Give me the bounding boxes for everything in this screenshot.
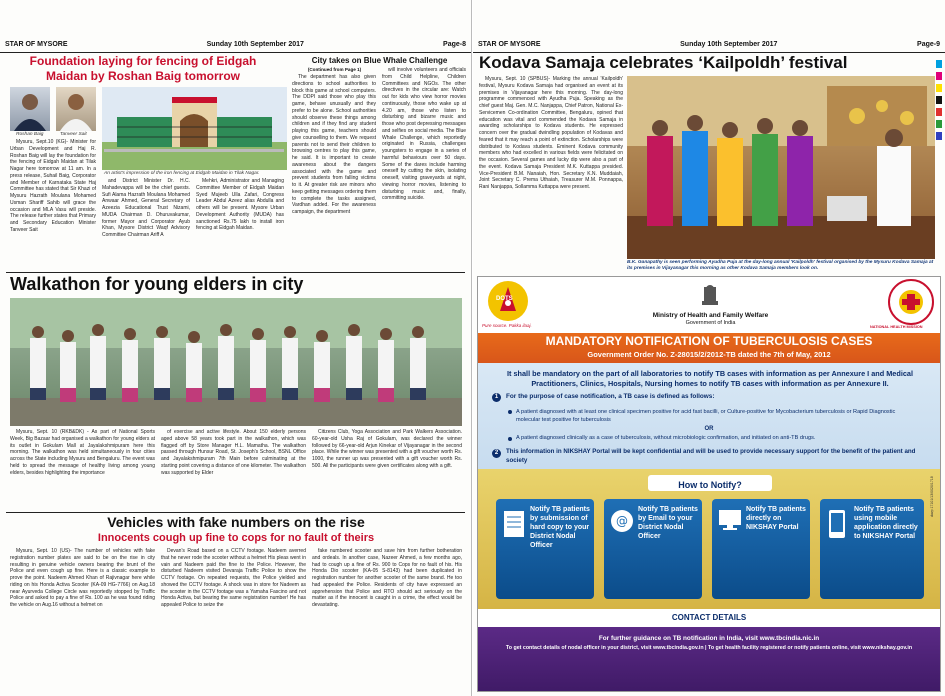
- bullet1-text: A patient diagnosed with at least one clinical specimen positive for acid fast bacilli, or Culture-positive for Mycobacterium tuberculosis or Rapid Diagnostic molecular test positive for tuberculosis: [516, 409, 896, 423]
- vehicles-headline: Vehicles with fake numbers on the rise: [107, 514, 365, 530]
- contact-band: [478, 627, 940, 692]
- kodava-body: Mysuru, Sept. 10 (SPBUS)- Marking the annual 'Kailpoldh' festival, Mysuru Kodava Samaja had organised an event at its premises in Vijayanagar here this morning. The day-long programme commenced with Ayudha Puja. Speaking as the chief guest Maj. Gen. M.C. Nanjappa, Chief Patron, National Ex-Servicemen Co-ordination Committee, Bengaluru, opined that education was vital and commended the Kodava Samaja in awarding scholarships to Kodava students. He expressed concern over the gradual dwindling population of Kodavas and feared that it may reach a point of extinction. Scholarships were distributed to Kodava students. Eminent Kodava community members who had excelled in various fields were felicitated on the occasion. Several games and lucky dip were also a part of the event. Kodava Samaja President M.K. Kuttappa presided. Vice-President B.M. Nanaiah, Hon. Secretary K.N. Muddaiah, Joint Secretary C. Prema Uthaiah, Treasurer M.M. Ponnappa, Rani Nanjappa, Sollamma Kuttappa were present.: [479, 76, 623, 190]
- svg-text:@: @: [616, 514, 628, 528]
- left-page-header: [0, 41, 471, 53]
- dots-tagline: Pure source. Pakka ilaaj.: [482, 323, 532, 328]
- color-registration-marks: [936, 60, 942, 144]
- notify-card-email: [604, 499, 702, 599]
- roshan-baig-portrait: [10, 87, 50, 131]
- ad-title-band: [478, 333, 940, 363]
- section-rule: [6, 512, 465, 513]
- section-rule: [6, 272, 465, 273]
- bullet2-text: A patient diagnosed clinically as a case of tuberculosis, without microbiologic confirmation, and initiated on anti-TB drugs.: [516, 435, 816, 441]
- how-to-notify-panel: [478, 469, 940, 609]
- or-text: OR: [704, 426, 714, 432]
- issue-date: Sunday 10th September 2017: [680, 41, 778, 48]
- ad-title: MANDATORY NOTIFICATION OF TUBERCULOSIS CASES: [545, 334, 873, 348]
- notify-card-hardcopy: [496, 499, 594, 599]
- bluewhale-col1: The department has also given directions to school authorities to block this game at school computers. The DDPI said those who play this game, behave unusually and they prefer to be alone. School authorities should observe these things among children and if they find any student playing this game, teachers should give counselling to them. We request parents not to send their children to browsing centres to play this game, he said. It is important to create awareness about the dangers associated with the game and prevent students from falling victims to it. At greater risk are minors who keep getting messages ordering them to complete the tasks assigned, Vardhan added. For the awareness campaign, the department: [292, 74, 376, 215]
- contact-title: CONTACT DETAILS: [671, 613, 747, 622]
- contact-line1: For further guidance on TB notification in India, visit www.tbcindia.nic.in: [598, 635, 820, 642]
- eidgah-headline: Foundation laying for fencing of Eidgah Maidan by Roshan Baig tomorrow: [29, 54, 257, 83]
- ad-mandate: It shall be mandatory on the part of all laboratories to notify TB cases with information as per Annexure I and Medical Practitioners, Clinics, Hospitals, Nursing homes to notify TB cases with information as per Annexure II.: [507, 369, 913, 388]
- bluewhale-headline: City takes on Blue Whale Challenge: [311, 56, 448, 65]
- paper-name: STAR OF MYSORE: [478, 41, 541, 48]
- bluewhale-col2: will involve volunteers and officials from Child Helpline, Children Committees and NGOs. The other directives in the circular are: Watch out for kids who view horror movies continuously, those who wake up at 4.20 am, those who listen to disturbing and bizarre music and those who post depressing messages and selfies on social media. The Blue Whale Challenge, which reportedly originated in Russia, challenges youngsters to engage in a series of harmful behaviours over 50 days. Some of the dares include harming oneself by cutting the skin, isolating oneself, visiting graveyards at night, viewing horror movies, listening to disturbing music and, finally, committing suicide.: [382, 67, 466, 202]
- how-title: How to Notify?: [678, 480, 742, 490]
- bluewhale-continued: (Continued from Page 1): [307, 67, 362, 72]
- emblem-icon: [698, 283, 722, 309]
- ad-main-panel: [478, 363, 940, 469]
- bullet2-icon: [508, 437, 512, 441]
- davp-code: davp 17101/13/0020/1718: [930, 476, 934, 517]
- portrait1-caption: Roshan Baig: [16, 132, 44, 137]
- eidgah-col2: and District Minister Dr. H.C. Mahadevappa will be the chief guests. Sufi Alama Hazrath Moulana Mohamed Anwaar Ahmed, General Secretary of Azeezia Educational Trust Nizami, MUDA Chairman D. Dhuruvakumar, former Mayor and Corporator Ayub Khan, Mysore District Waqf Advisory Committee Chairman Ariff A: [102, 178, 190, 238]
- vehicles-col2: Devan's Road based on a CCTV footage. Nadeem averred that he never rode the scooter without a helmet His pleas went in vain and Nadeem paid the fine to the Police. However, the disturbed Nadeem visited Devaraja Traffic Police to show the CCTV footage. On repeated requests, the Police yielded and showed the CCTV footage. A shock was in store for Nadeem as the scooter in the CCTV footage was a Yamaha Fascino and not Honda Activa, but bearing the same registration number! He has appealed Police to seize the: [161, 548, 306, 608]
- right-page-header: [473, 41, 945, 53]
- notify-card-text: Notify TB patients by Email to your District Nodal Officer: [638, 506, 698, 540]
- nhm-logo: [888, 279, 934, 325]
- nhm-label: NATIONAL HEALTH MISSION: [870, 325, 923, 329]
- notify-card-text: Notify TB patients using mobile application directly to NIKSHAY Portal: [854, 506, 918, 540]
- point2-number: 2: [492, 449, 501, 458]
- paper-name: STAR OF MYSORE: [5, 41, 68, 48]
- ministry-name: Ministry of Health and Family Welfare: [652, 312, 769, 319]
- walkathon-col3: Citizens Club, Yoga Association and Park Walkers Association. 60-year-old Usha Raj of Gokulam, was declared the winner followed by 66-year-old Arjun Kinekar of Vijayanagar in the second place. While the winner was presented with a gift voucher worth Rs. 1000, the runner up was presented with a gift voucher worth Rs. 500. All the participants were given certificates along with a gift.: [312, 429, 462, 469]
- government-name: Government of India: [685, 320, 736, 326]
- vehicles-col1: Mysuru, Sept. 10 (US)- The number of vehicles with fake registration number plates are said to be on the rise in city resulting in genuine vehicle owners bearing the brunt of the Police and even cough up fine. Here is a classic example to prove the point. Nadeem Ahmed Khan of Rajivnagar here while riding on his Honda Activa Scooter (KA-09 HG-7766) on Aug.18 near Ayurveda College Circle was reportedly stopped by Traffic Police and asked to pay a fine of Rs. 100 as he was found riding the vehicle on Aug.16 without a helmet on: [10, 548, 155, 608]
- tb-advertisement: [477, 276, 941, 692]
- eidgah-fencing-illustration: [102, 87, 287, 170]
- eidgah-col1: Mysuru, Sept.10 (KG)- Minister for Urban Development and Haj R. Roshan Baig will lay the foundation for the fencing of Eidgah Maidan at Tilak Nagar here tomorrow at 11 am. In a press release, Suhail Baig, Corporator and Member of Karnataka State Haj Committee has stated that Sir Khazi of Mysuru Hazrath Moulana Mohamed Usman Shariff Sahib will grace the occasion and MLA Vasu will preside. The release further states that Primary and Secondary Education Minister Tanveer Sait: [10, 139, 96, 233]
- notify-card-portal: [712, 499, 810, 599]
- point2-text: This information in NIKSHAY Portal will be kept confidential and will be used to provide necessary support for the benefit of the patient and society: [506, 448, 916, 464]
- email-icon: [610, 509, 634, 533]
- document-icon: [502, 509, 526, 539]
- dots-label: DOTS: [496, 296, 513, 302]
- walkathon-photo: [10, 298, 462, 426]
- computer-icon: [718, 509, 742, 531]
- bullet1-icon: [508, 410, 512, 414]
- point1-text: For the purpose of case notification, a TB case is defined as follows:: [506, 393, 715, 400]
- walkathon-col2: of exercise and active lifestyle. About 150 elderly persons aged above 58 years took part in the walkathon, which was flagged off by Store Manager H.L. Mamatha. The walkathon passed through Hunsur Road, St. Joseph's School, BSNL Office and Jayalakshmipuram 7th Main before culminating at the starting point covering a distance of one kilometer. The walkathon was supported by Elder: [161, 429, 306, 476]
- notify-card-mobile: [820, 499, 924, 599]
- walkathon-col1: Mysuru, Sept. 10 (RKB&DK) - As part of National Sports Week, Big Bazaar had organised a walkathon for young elders at its outlet in Gokulam Mall at Jayalakshmipuram here this morning. The walkathon was held simultaneously in four cities across the State including Mysuru and Bengaluru. The event was held to spread the message of healthy living among young elders, besides highlighting the importance: [10, 429, 155, 476]
- how-title-box: [648, 475, 772, 491]
- issue-date: Sunday 10th September 2017: [206, 41, 304, 48]
- kodava-photo-caption: B.K. Ganapathy is seen performing Ayudha Puja at the day-long annual 'Kailpoldh' festival organised by the Mysuru Kodava Samaja at its premises in Vijayanagar this morning as other Kodava Samaja members look on.: [627, 260, 934, 271]
- point1-number: 1: [492, 393, 501, 402]
- left-page: [0, 0, 472, 696]
- page-number: Page-9: [917, 41, 940, 48]
- portrait2-caption: Tanveer Sait: [60, 132, 87, 137]
- page-number: Page-8: [443, 41, 466, 48]
- walkathon-headline: Walkathon for young elders in city: [10, 274, 304, 294]
- kodava-photo: [627, 76, 935, 259]
- eidgah-col3: Mehkri, Administrator and Managing Committee Member of Eidgah Maidan Syed Mujeeb Ulla Zafari, Congress Leader Abdul Azeez alias Abdulla and others will be present. Mysore Urban Development Authority (MUDA) has sanctioned Rs.75 lakh to install iron fencing at Eidgah Maidan.: [196, 178, 284, 232]
- notify-card-text: Notify TB patients by submission of hard copy to your District Nodal Officer: [530, 506, 590, 549]
- eidgah-image-caption: An artist's impression of the iron fencing at Eidgah Maidan in Tilak Nagar.: [104, 171, 260, 176]
- tanveer-sait-portrait: [56, 87, 96, 131]
- mobile-icon: [828, 509, 846, 539]
- vehicles-subhead: Innocents cough up fine to cops for no fault of theirs: [97, 532, 375, 544]
- vehicles-col3: fake numbered scooter and save him from further botheration and ordeals. In another case, Nazeer Ahmed, a few months ago, had to cough up a fine of Rs. 900 to Cops for no fault of his. His Honda Dio scooter (KA-05 S-8143) had been duplicated in registration number for another scooter of the same brand. He too had appealed the Police. Residents of city have expressed an apprehension that Police and RTO should act seriously on the matter as if the innocent is caught in a crime, the effect would be devastating.: [312, 548, 462, 608]
- notify-card-text: Notify TB patients directly on NIKSHAY Portal: [746, 506, 806, 531]
- contact-line2: To get contact details of nodal officer in your district, visit www.tbcindia.gov.in | To get health facility registered or notify patients online, visit www.nikshay.gov.in: [505, 645, 913, 651]
- right-page: [473, 0, 945, 696]
- kodava-headline: Kodava Samaja celebrates ‘Kailpoldh’ festival: [479, 53, 848, 72]
- government-order: Government Order No. Z-28015/2/2012-TB dated the 7th of May, 2012: [587, 350, 831, 359]
